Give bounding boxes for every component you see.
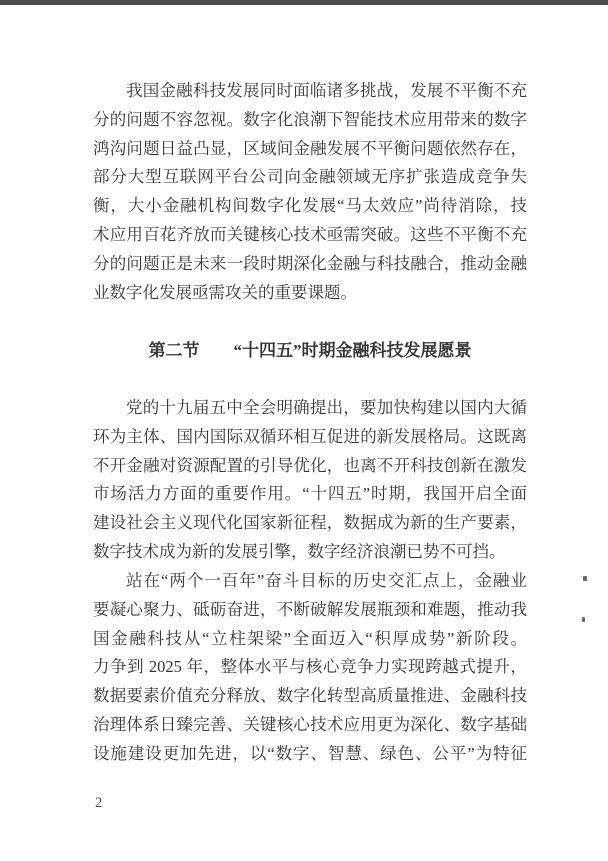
scan-speck bbox=[583, 576, 587, 581]
text-line: 国金融科技从“立柱架梁”全面迈入“积厚成势”新阶段。 bbox=[93, 628, 527, 648]
section-heading-title: “十四五”时期金融科技发展愿景 bbox=[233, 341, 472, 360]
text-line: 设施建设更加先进，以“数字、智慧、绿色、公平”为特征 bbox=[93, 743, 527, 763]
text-line: 不开金融对资源配置的引导优化，也离不开科技创新在激发 bbox=[93, 455, 527, 475]
text-line: 术应用百花齐放而关键核心技术亟需突破。这些不平衡不充 bbox=[93, 224, 527, 244]
body-paragraph-1 bbox=[93, 77, 527, 307]
text-line: 我国金融科技发展同时面临诸多挑战，发展不平衡不充 bbox=[126, 81, 527, 100]
text-line: 站在“两个一百年”奋斗目标的历史交汇点上，金融业 bbox=[126, 571, 527, 590]
text-line: 治理体系日臻完善、关键核心技术应用更为深化、数字基础 bbox=[93, 714, 527, 734]
text-line: 力争到 2025 年，整体水平与核心竞争力实现跨越式提升， bbox=[93, 657, 527, 677]
text-line: 建设社会主义现代化国家新征程，数据成为新的生产要素， bbox=[93, 513, 527, 533]
text-line: 数字技术成为新的发展引擎，数字经济浪潮已势不可挡。 bbox=[93, 541, 506, 561]
text-line: 部分大型互联网平台公司向金融领域无序扩张造成竞争失 bbox=[93, 167, 527, 187]
text-line: 要凝心聚力、砥砺奋进，不断破解发展瓶颈和难题，推动我 bbox=[93, 599, 527, 619]
scan-speck bbox=[582, 617, 585, 622]
text-line: 数据要素价值充分释放、数字化转型高质量推进、金融科技 bbox=[93, 686, 527, 706]
text-line: 衡，大小金融机构间数字化发展“马太效应”尚待消除，技 bbox=[93, 196, 527, 216]
body-paragraph-3 bbox=[93, 567, 527, 769]
section-heading-label: 第二节 bbox=[148, 341, 200, 360]
text-line: 分的问题正是未来一段时期深化金融与科技融合，推动金融 bbox=[93, 253, 527, 273]
text-line: 鸿沟问题日益凸显，区域间金融发展不平衡问题依然存在， bbox=[93, 138, 527, 158]
text-line: 分的问题不容忽视。数字化浪潮下智能技术应用带来的数字 bbox=[93, 109, 527, 129]
section-heading bbox=[93, 336, 527, 366]
text-line: 环为主体、国内国际双循环相互促进的新发展格局。这既离 bbox=[93, 426, 527, 446]
text-line: 业数字化发展亟需攻关的重要课题。 bbox=[93, 282, 357, 302]
body-paragraph-2 bbox=[93, 394, 527, 567]
page-top-edge-bar bbox=[0, 0, 608, 5]
page-number: 2 bbox=[95, 795, 103, 811]
text-line: 市场活力方面的重要作用。“十四五”时期，我国开启全面 bbox=[93, 484, 527, 504]
text-line: 党的十九届五中全会明确提出，要加快构建以国内大循 bbox=[126, 398, 527, 417]
